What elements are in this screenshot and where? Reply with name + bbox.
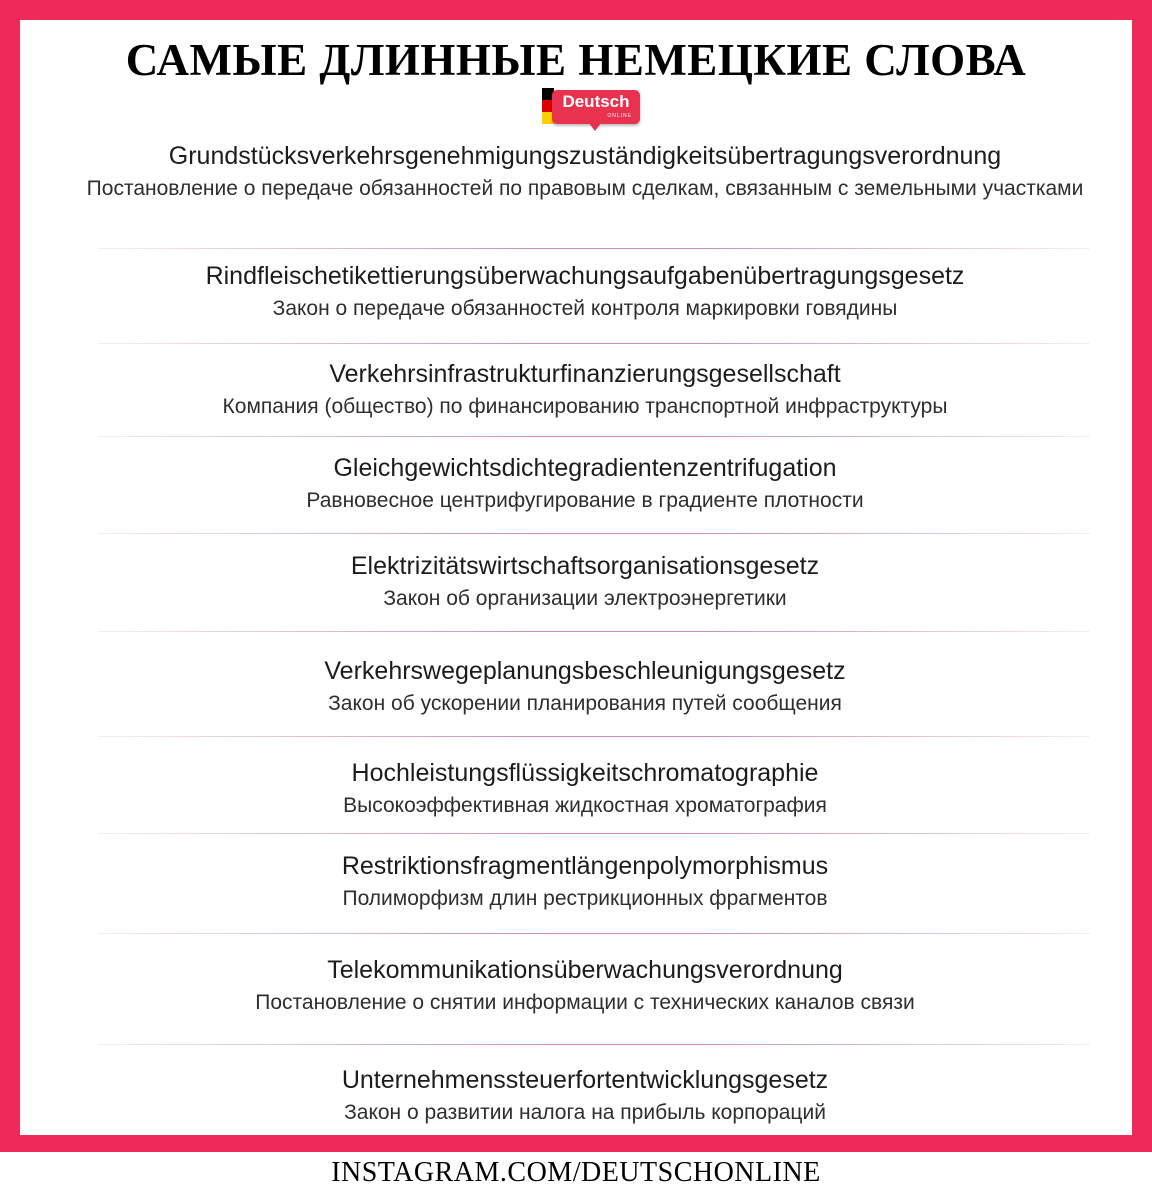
- content-card: [20, 20, 1132, 1135]
- list-item: [80, 260, 1090, 325]
- divider: [98, 736, 1090, 737]
- divider: [98, 833, 1090, 834]
- german-word: Elektrizitätswirtschaftsorganisationsgesetz: [350, 552, 820, 580]
- german-word: Verkehrswegeplanungsbeschleunigungsgesetz: [324, 657, 846, 685]
- german-word: Telekommunikationsüberwachungsverordnung: [327, 956, 843, 984]
- list-item: [80, 850, 1090, 915]
- list-item: [80, 358, 1090, 423]
- russian-translation: Закон о развитии налога на прибыль корпораций: [344, 1101, 826, 1124]
- german-word: Hochleistungsflüssigkeitschromatographie: [351, 759, 819, 787]
- list-item: [80, 452, 1090, 517]
- russian-translation: Закон об организации электроэнергетики: [383, 587, 787, 610]
- german-word: Restriktionsfragmentlängenpolymorphismus: [341, 852, 829, 880]
- russian-translation: Компания (общество) по финансированию транспортной инфраструктуры: [222, 395, 948, 418]
- russian-translation: Закон о передаче обязанностей контроля маркировки говядины: [272, 297, 898, 320]
- instagram-link[interactable]: INSTAGRAM.COM/DEUTSCHONLINE: [331, 1157, 821, 1188]
- divider: [98, 631, 1090, 632]
- russian-translation: Полиморфизм длин рестрикционных фрагментов: [342, 887, 828, 910]
- divider: [98, 248, 1090, 249]
- logo-subtext: ONLINE: [607, 113, 632, 119]
- divider: [98, 1044, 1090, 1045]
- list-item: [80, 954, 1090, 1019]
- list-item: [80, 1064, 1090, 1129]
- german-word: Rindfleischetikettierungsüberwachungsaufgabenübertragungsgesetz: [205, 262, 965, 290]
- divider: [98, 533, 1090, 534]
- russian-translation: Постановление о снятии информации с технических каналов связи: [255, 991, 915, 1014]
- german-word: Verkehrsinfrastrukturfinanzierungsgesellschaft: [329, 360, 841, 388]
- russian-translation: Высокоэффективная жидкостная хроматография: [343, 794, 827, 817]
- word-list: [20, 20, 1132, 1135]
- divider: [98, 343, 1090, 344]
- list-item: [80, 757, 1090, 822]
- divider: [98, 436, 1090, 437]
- page-title: САМЫЕ ДЛИННЫЕ НЕМЕЦКИЕ СЛОВА: [125, 35, 1027, 85]
- divider: [98, 933, 1090, 934]
- logo-text: Deutsch: [562, 92, 630, 111]
- russian-translation: Закон об ускорении планирования путей сообщения: [328, 692, 842, 715]
- list-item: [80, 550, 1090, 615]
- german-word: Gleichgewichtsdichtegradientenzentrifugation: [333, 454, 837, 482]
- russian-translation: Равновесное центрифугирование в градиенте плотности: [306, 489, 864, 512]
- german-word: Unternehmenssteuerfortentwicklungsgesetz: [341, 1066, 829, 1094]
- list-item: [80, 140, 1090, 205]
- list-item: [80, 655, 1090, 720]
- german-word: Grundstücksverkehrsgenehmigungszuständigkeitsübertragungsverordnung: [168, 142, 1002, 170]
- russian-translation: Постановление о передаче обязанностей по правовым сделкам, связанным с земельными участками: [86, 177, 1084, 200]
